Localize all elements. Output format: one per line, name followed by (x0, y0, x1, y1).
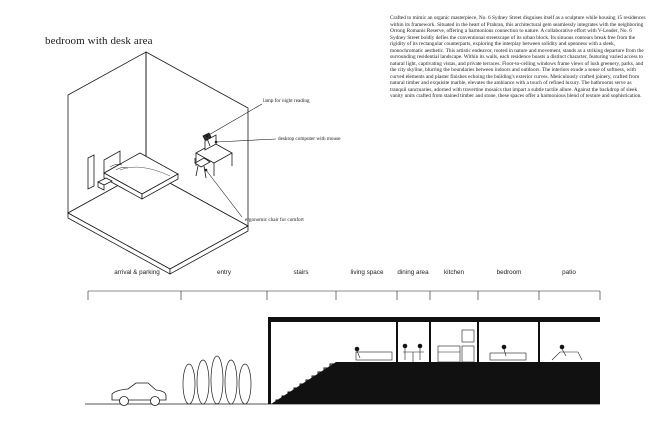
partition-kitchen (429, 322, 431, 362)
callout-chair: ergonomic chair for comfort (245, 217, 304, 223)
drawing-title: bedroom with desk area (45, 35, 153, 47)
callout-computer: desktop computer with mouse (278, 136, 341, 142)
zone-label-stairs: stairs (293, 269, 309, 276)
door (88, 155, 94, 189)
zone-label-arrival: arrival & parking (114, 269, 160, 276)
zone-bracket (88, 291, 600, 300)
project-description: Crafted to mimic an organic masterpiece, No. 6 Sydney Street disguises itself as a sculpture while housing 15 residences within its framework. Situated in the heart of Prahran, this architectural gem seamlessly integrates with the neighboring Orrong Romanis Reserve, offering a harmonious connection to nature. A collaborative effort with V-Leader, No. 6 Sydney Street boldly defies the conventional streetscape of its urban block. Its sinuous contours break free from the rigidity of its rectangular counterparts, exploring the interplay between solidity and openness with a sleek, monochromatic aesthetic. This artistic endeavor, rooted in nature and movement, stands as a striking departure from the surrounding residential landscape. Within its walls, each residence boasts a distinct character, featuring varied access to natural light, captivating vistas, and private terraces. Floor-to-ceiling windows frame views of lush greenery, parks, and the city skyline, blurring the boundaries between indoors and outdoors. The interiors exude a sense of softness, with curved elements and plaster finishes echoing the building's exterior curves. Meticulously crafted joinery, crafted from natural timber and exquisite marble, elevates the ambiance with a touch of refined luxury. The bathrooms serve as tranquil sanctuaries, adorned with travertine mosaics that impart a subtle tactile allure. Against the backdrop of sleek vanity units crafted from stained timber and stone, these spaces offer a harmonious blend of texture and sophistication. (390, 15, 646, 99)
zone-label-bedroom: bedroom (496, 269, 522, 276)
kitchen-counter (438, 346, 460, 362)
left-wall (268, 317, 271, 404)
callout-lamp: lamp for night reading (263, 98, 310, 104)
zone-label-patio: patio (562, 269, 576, 276)
roof-slab (269, 317, 600, 322)
bedroom-bed (490, 353, 526, 360)
zone-label-kitchen: kitchen (444, 269, 464, 276)
sofa (356, 352, 392, 360)
building-section (268, 317, 600, 404)
zone-label-living: living space (350, 269, 384, 276)
section-furniture (355, 330, 582, 362)
car (112, 383, 166, 406)
zone-label-entry: entry (217, 269, 231, 276)
partition-dining (396, 322, 398, 362)
floor-mass (271, 362, 600, 404)
axonometric-bedroom (68, 52, 248, 274)
partition-bedroom (477, 322, 479, 362)
trees (183, 356, 251, 404)
zone-label-dining: dining area (397, 269, 429, 276)
patio-lounger (552, 352, 582, 360)
partition-patio (538, 322, 540, 362)
